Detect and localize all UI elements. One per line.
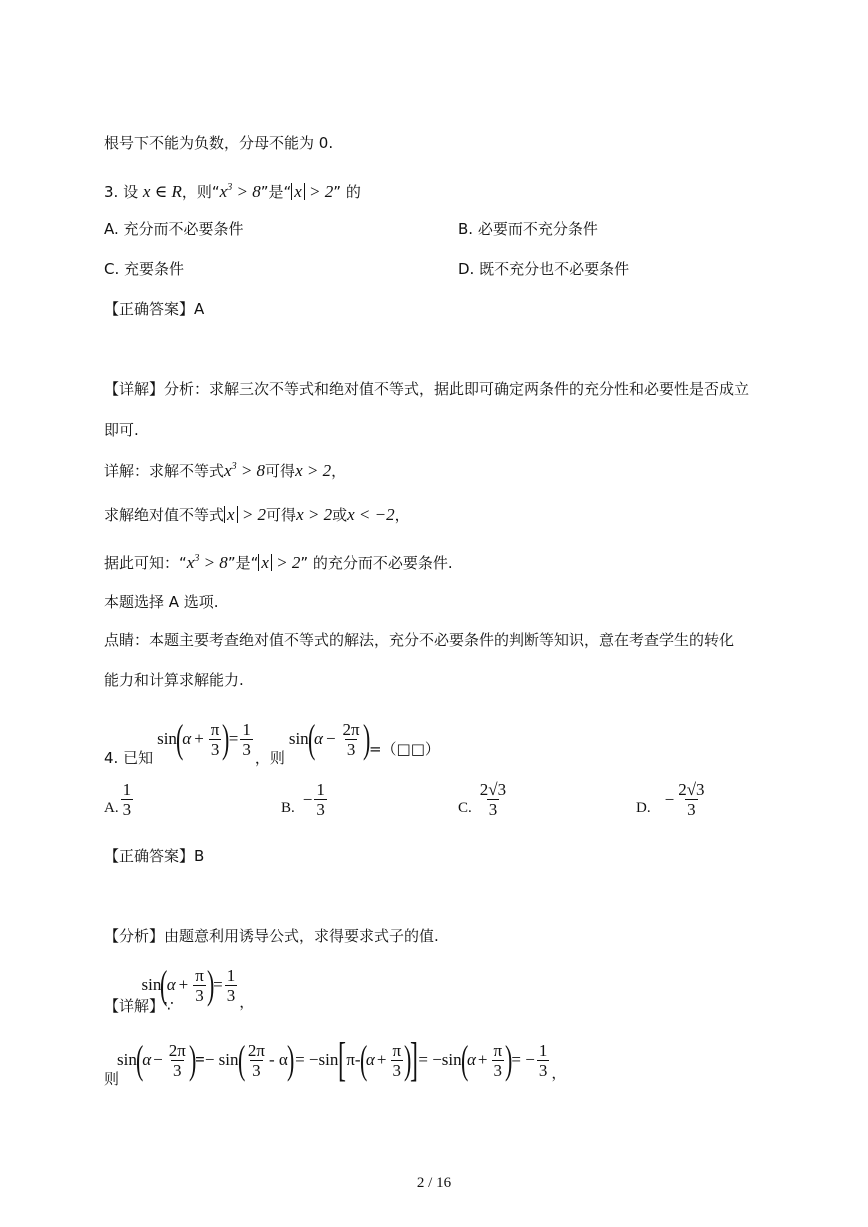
q4-alpha-2: α <box>314 729 323 748</box>
q4-option-a-num: 1 <box>122 780 132 799</box>
page-number <box>0 1175 868 1192</box>
left-paren: ( <box>307 716 316 761</box>
q4-detail-comma: ， <box>239 992 255 1011</box>
q4-frac-num: π <box>392 1040 402 1060</box>
q3-option-d[interactable] <box>458 259 629 279</box>
q3-explain-2-exp: 3 <box>231 461 237 472</box>
q4-detail-expression <box>141 962 240 1007</box>
q3-option-c-label: C. 充要条件 <box>104 260 185 278</box>
right-paren: ) <box>362 716 370 761</box>
q4-frac-num: 1 <box>226 965 236 985</box>
q4-derivation <box>117 1033 551 1086</box>
q3-number: 3. 设 <box>104 183 139 201</box>
q3-option-b[interactable] <box>458 219 598 239</box>
q4-analysis <box>104 926 439 946</box>
q4-then: ，则 <box>254 748 285 767</box>
q4-option-d-frac <box>676 780 706 819</box>
q4-option-d-den: 3 <box>687 800 696 819</box>
right-paren: ) <box>286 1037 295 1082</box>
q3-explain-3-or: 或 <box>332 506 348 524</box>
q3-explain-4-abs: x <box>258 554 272 571</box>
q4-answer <box>104 846 204 866</box>
q4-alpha-3: α <box>166 975 176 994</box>
q4-frac-2pi-3-b <box>246 1041 267 1080</box>
q3-comment-1-text: 点睛：本题主要考查绝对值不等式的解法，充分不必要条件的判断等知识，意在考查学生的转化 <box>104 631 735 649</box>
q4-option-b-frac <box>314 780 327 819</box>
q4-analysis-text: 【分析】由题意利用诱导公式，求得要求式子的值. <box>104 927 439 945</box>
right-paren: ) <box>188 1037 197 1082</box>
q4-frac-den: 3 <box>195 985 204 1005</box>
intro-text: 根号下不能为负数，分母不能为 0. <box>104 134 334 152</box>
q4-end-comma: ， <box>551 1063 567 1082</box>
q3-explain-1-text: 【详解】分析：求解三次不等式和绝对值不等式，据此即可确定两条件的充分性和必要性是否成立 <box>104 380 750 398</box>
q3-explain-4-label: 据此可知：“ <box>104 554 187 572</box>
q3-explain-4 <box>104 549 453 573</box>
q3-option-c[interactable] <box>104 259 184 279</box>
q4-label: 4. 已知 <box>104 748 154 767</box>
q4-detail-label: 【详解】∵ <box>104 996 174 1015</box>
right-paren: ) <box>505 1037 513 1082</box>
left-paren: ( <box>460 1037 468 1082</box>
q3-explain-3-r1: x > 2 <box>296 505 333 524</box>
q3-explain-2-label: 详解：求解不等式 <box>104 462 225 480</box>
q4-frac-pi-3-b <box>390 1041 403 1080</box>
q3-explain-2 <box>104 457 346 481</box>
q4-option-b-label: B. <box>281 800 295 816</box>
q3-answer-text: 【正确答案】A <box>104 300 205 318</box>
q4-frac-1-3 <box>225 966 238 1005</box>
left-paren: ( <box>359 1037 367 1082</box>
q3-explain-3 <box>104 505 410 525</box>
q4-sin-3: sin <box>141 975 162 994</box>
q4-frac-num: 2π <box>247 1040 265 1060</box>
q4-option-c-label: C. <box>458 800 472 816</box>
q4-frac-den: 3 <box>493 1060 503 1080</box>
q3-then-text: ，则“ <box>181 183 220 201</box>
q3-explain-4-exp: 3 <box>194 553 200 564</box>
q3-cond2-rest: > 2 <box>304 182 334 201</box>
q3-explain-3-label: 求解绝对值不等式 <box>104 506 225 524</box>
q4-alpha-1: α <box>182 729 192 748</box>
q4-option-c-frac <box>478 780 508 819</box>
right-paren: ) <box>404 1037 412 1082</box>
q3-cond2 <box>291 182 333 201</box>
q3-answer <box>104 299 204 319</box>
q4-option-b-sign: − <box>302 789 313 809</box>
q3-explain-4-end: ” 的充分而不必要条件. <box>300 554 453 572</box>
q3-explain-1b-text: 即可. <box>104 421 139 439</box>
q3-option-a-label: A. 充分而不必要条件 <box>104 220 244 238</box>
q4-minus: − <box>325 729 336 748</box>
q4-eq: = <box>228 729 239 748</box>
q3-comment-2 <box>104 670 244 690</box>
q3-explain-3-rest: > 2 <box>237 505 267 524</box>
q4-option-a-frac <box>121 780 134 819</box>
left-bracket: [ <box>338 1033 347 1086</box>
q4-option-c[interactable] <box>458 780 510 819</box>
q3-cond1 <box>220 182 261 201</box>
q4-option-d-sign: − <box>664 789 675 809</box>
q4-frac-num: π <box>195 965 204 985</box>
q4-frac-den: 3 <box>226 985 236 1005</box>
q4-sin-4: sin <box>117 1050 137 1069</box>
q4-neg-sin-2: = −sin <box>295 1050 339 1069</box>
q4-option-b-den: 3 <box>316 800 325 819</box>
q4-answer-blank: =（□□） <box>368 739 440 758</box>
q3-option-d-label: D. 既不充分也不必要条件 <box>458 260 630 278</box>
q4-frac-den: 3 <box>242 739 251 759</box>
q4-frac-1-3-result <box>537 1041 550 1080</box>
q4-frac-num: 1 <box>242 719 251 739</box>
intro-line <box>104 133 333 153</box>
q4-frac-den: 3 <box>538 1060 548 1080</box>
q3-option-b-label: B. 必要而不充分条件 <box>458 220 598 238</box>
q4-option-a-label: A. <box>104 800 119 816</box>
q3-explain-1 <box>104 379 749 399</box>
q3-explain-4-base: x <box>186 553 195 572</box>
page-number-text: 2 / 16 <box>416 1175 452 1191</box>
q4-pi-dash: π- <box>346 1050 361 1069</box>
q3-end-text: ” 的 <box>333 183 361 201</box>
q3-explain-3-mid: 可得 <box>266 506 297 524</box>
q3-explain-2-end: ， <box>331 462 347 480</box>
q4-then-label: 则 <box>104 1069 120 1088</box>
q4-frac-den: 3 <box>252 1060 261 1080</box>
q3-explain-4-abs-rest: > 2 <box>271 553 301 572</box>
q3-comment-1 <box>104 630 734 650</box>
q4-detail-2 <box>104 1030 566 1090</box>
q4-frac-den: 3 <box>346 739 356 759</box>
q3-explain-2-base: x <box>224 461 232 480</box>
q4-eq-bold: = <box>195 1050 205 1069</box>
q4-eq: = <box>213 975 223 994</box>
q4-frac-den: 3 <box>173 1060 182 1080</box>
q4-option-a[interactable] <box>104 780 135 819</box>
q4-alpha-4: α <box>142 1050 152 1069</box>
right-bracket: ] <box>410 1033 419 1086</box>
q4-neg-sin-3: = −sin <box>418 1050 462 1069</box>
q4-option-c-den: 3 <box>488 800 498 819</box>
question-3-stem <box>104 178 361 202</box>
q4-given-expression <box>157 716 255 761</box>
right-paren: ) <box>206 962 215 1007</box>
q4-option-b-num: 1 <box>316 780 325 799</box>
q4-option-d-label: D. <box>636 800 651 816</box>
q4-frac-pi-3-c <box>491 1041 504 1080</box>
q4-frac-den: 3 <box>210 739 220 759</box>
q4-pi-minus-alpha: - α <box>268 1050 288 1069</box>
q4-frac-1-3 <box>240 720 253 759</box>
q3-cond1-rest: > 8 <box>232 182 261 201</box>
q3-cond2-abs: x <box>291 183 305 200</box>
q3-cond1-base: x <box>219 182 228 201</box>
q3-explain-3-end: ， <box>394 506 410 524</box>
left-paren: ( <box>135 1037 144 1082</box>
q4-option-c-num: 2√3 <box>479 780 507 799</box>
q3-explain-5 <box>104 592 219 612</box>
q3-explain-1b <box>104 420 139 440</box>
q3-explain-4-rest: > 8 <box>199 553 228 572</box>
q4-frac-pi-3 <box>193 966 206 1005</box>
q4-alpha-6: α <box>466 1050 476 1069</box>
q3-cond1-exp: 3 <box>227 182 233 193</box>
q4-plus-4: + <box>477 1050 488 1069</box>
q3-explain-2-rest: > 8 <box>236 461 266 480</box>
q4-frac-num: 2π <box>342 719 360 739</box>
q4-plus-1: + <box>194 729 204 748</box>
q3-explain-5-text: 本题选择 A 选项. <box>104 593 219 611</box>
q4-answer-text: 【正确答案】B <box>104 847 205 865</box>
right-paren: ) <box>222 716 230 761</box>
q4-plus-3: + <box>376 1050 387 1069</box>
q3-is-text: ”是“ <box>260 183 292 201</box>
q4-option-b[interactable] <box>281 780 329 819</box>
q4-frac-num: π <box>210 719 220 739</box>
q4-eq-neg: = − <box>511 1050 535 1069</box>
q3-explain-2-mid: 可得 <box>265 462 296 480</box>
left-paren: ( <box>175 716 184 761</box>
q3-explain-3-r2: x < −2 <box>347 505 395 524</box>
q4-detail-1 <box>104 960 254 1020</box>
q4-frac-pi-3 <box>209 720 222 759</box>
q3-comment-2-text: 能力和计算求解能力. <box>104 671 244 689</box>
q4-target-expression <box>288 716 370 761</box>
q4-minus-2: − <box>153 1050 163 1069</box>
q4-frac-num: π <box>493 1040 503 1060</box>
q4-neg-sin: − sin <box>204 1050 239 1069</box>
q4-frac-2pi-3 <box>167 1041 188 1080</box>
q4-alpha-5: α <box>365 1050 375 1069</box>
q4-frac-num: 1 <box>538 1040 548 1060</box>
q3-explain-4-is: ”是“ <box>227 554 259 572</box>
q4-sin-1: sin <box>157 729 177 748</box>
q4-frac-2pi-3 <box>341 720 362 759</box>
left-paren: ( <box>237 1037 245 1082</box>
q4-plus-2: + <box>178 975 189 994</box>
q4-frac-num: 2π <box>168 1040 186 1060</box>
q3-explain-3-abs: x <box>224 506 238 523</box>
q4-frac-den: 3 <box>392 1060 401 1080</box>
question-4-stem <box>104 712 440 772</box>
q4-option-a-den: 3 <box>122 800 132 819</box>
q3-set-expression: x ∈ R <box>142 182 182 201</box>
q3-explain-2-result: x > 2 <box>295 461 332 480</box>
left-paren: ( <box>160 962 168 1007</box>
q3-option-a[interactable] <box>104 219 244 239</box>
q4-sin-2: sin <box>288 729 309 748</box>
q4-option-d-num: 2√3 <box>678 780 705 799</box>
q4-option-d[interactable] <box>636 780 709 819</box>
